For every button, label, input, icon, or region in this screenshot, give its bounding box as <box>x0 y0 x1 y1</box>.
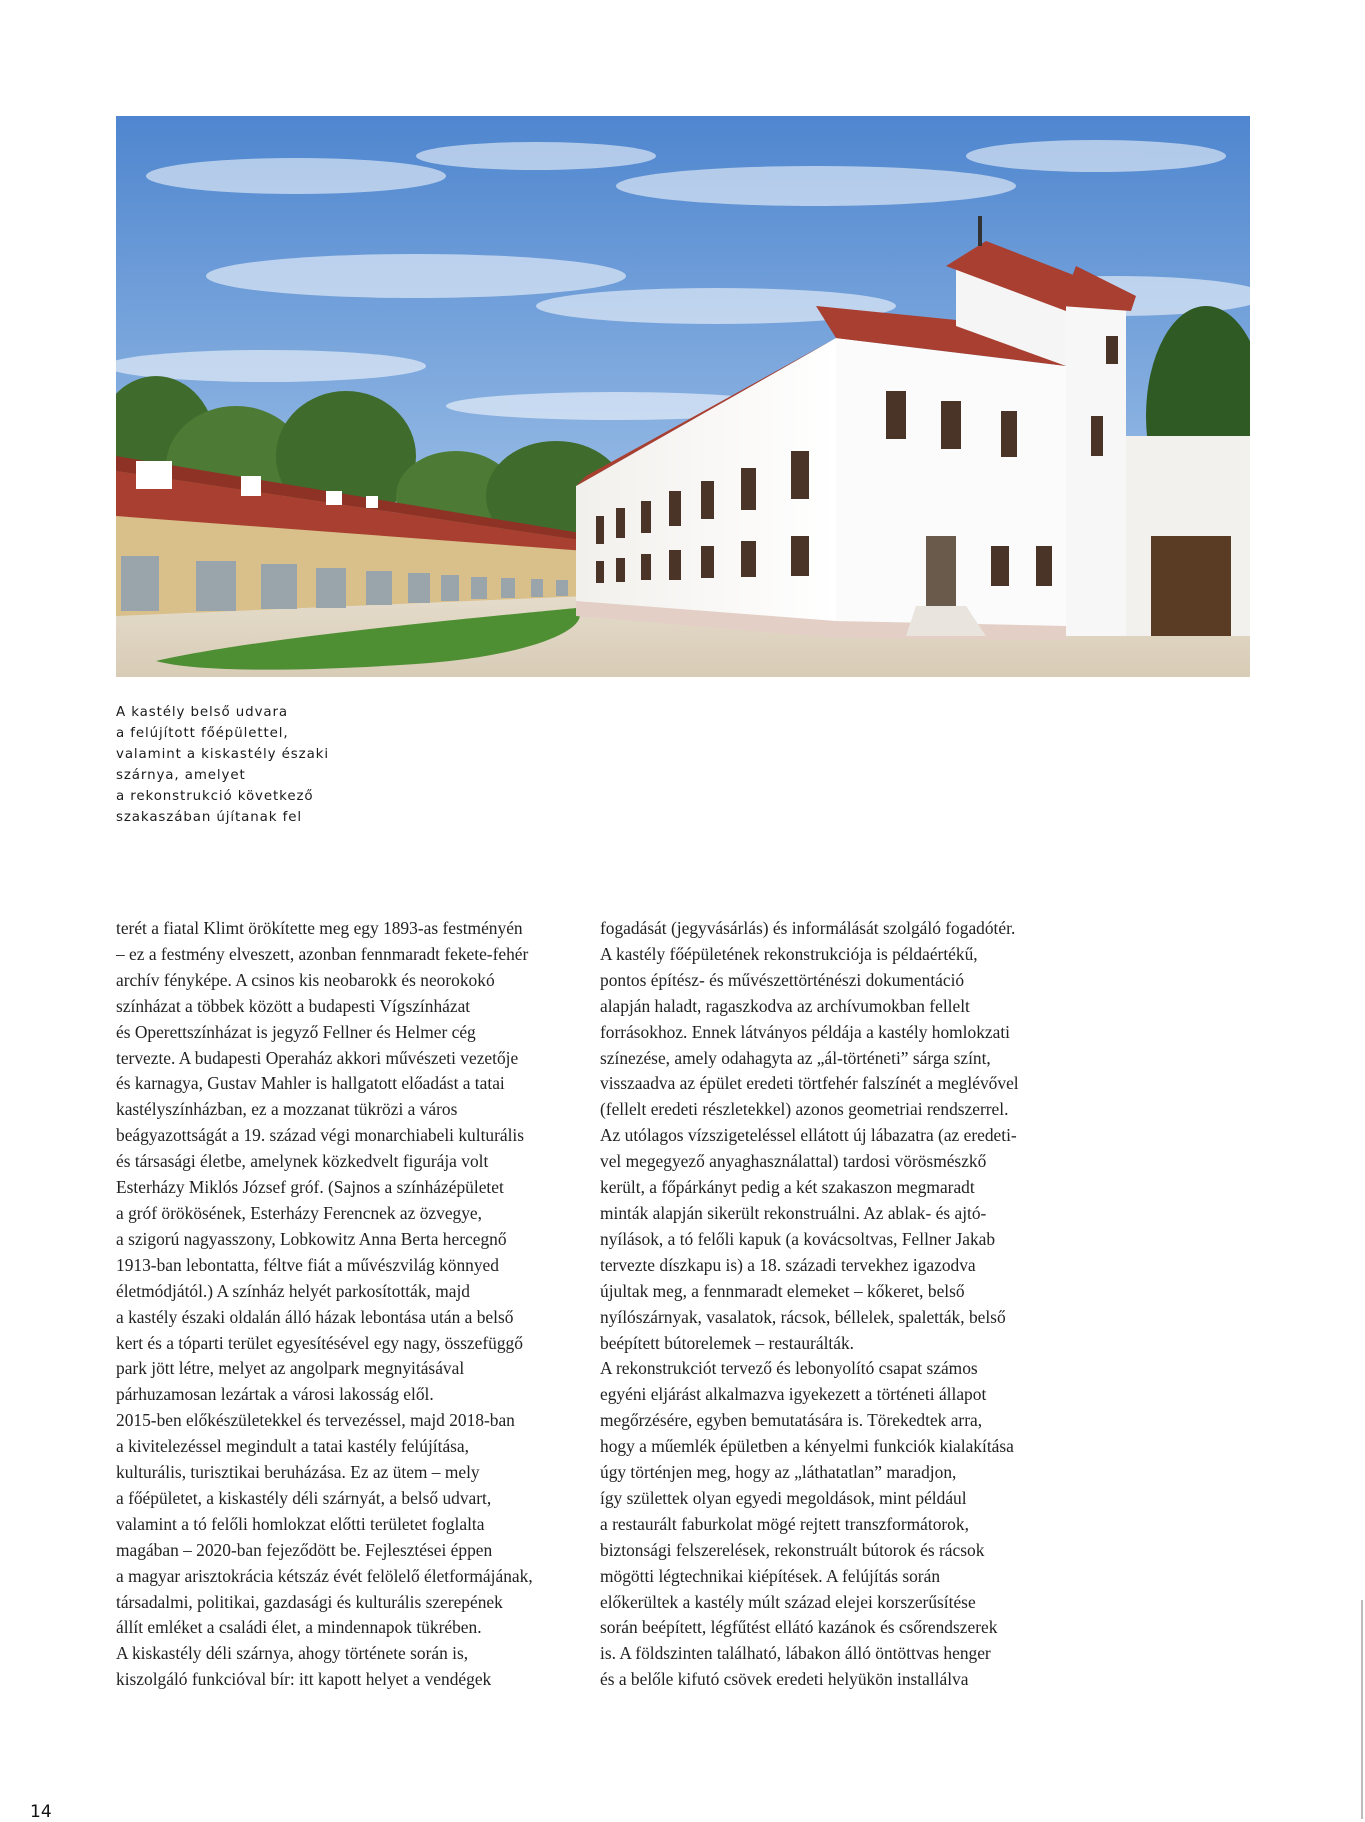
text-line: park jött létre, melyet az angolpark megnyitásával <box>116 1358 465 1379</box>
page-number: 14 <box>30 1802 52 1822</box>
text-line: biztonsági felszerelések, rekonstruált bútorok és rácsok <box>600 1539 985 1560</box>
text-line: valamint a tó felőli homlokzat előtti területet foglalta <box>116 1513 485 1534</box>
caption-line: A kastély belső udvara <box>116 705 289 720</box>
text-line: kert és a tóparti terület egyesítésével egy nagy, összefüggő <box>116 1332 523 1353</box>
text-line: A rekonstrukciót tervező és lebonyolító csapat számos <box>600 1358 978 1379</box>
text-line: színházat a többek között a budapesti Vígszínházat <box>116 995 471 1016</box>
text-line: fogadását (jegyvásárlás) és informálását szolgáló fogadótér. <box>600 918 1016 938</box>
text-line: életmódjától.) A színház helyét parkosították, majd <box>116 1280 471 1301</box>
text-line: (fellelt eredeti részletekkel) azonos geometriai rendszerrel. <box>600 1099 1009 1120</box>
caption-line: valamint a kiskastély északi <box>116 747 329 762</box>
text-line: a magyar arisztokrácia kétszáz évét felölelő életformájának, <box>116 1565 533 1586</box>
text-line: párhuzamosan lezártak a városi lakosság elől. <box>116 1384 434 1405</box>
text-line: színezése, amely odahagyta az „ál-történeti” sárga színt, <box>600 1047 991 1068</box>
text-line: a gróf örökösének, Esterházy Ferencnek az özvegye, <box>116 1202 483 1223</box>
text-line: és Operettszínházat is jegyző Fellner és Helmer cég <box>116 1021 476 1042</box>
text-line: kiszolgáló funkcióval bír: itt kapott helyet a vendégek <box>116 1669 492 1690</box>
text-line: megőrzésére, egyben bemutatására is. Törekedtek arra, <box>600 1410 983 1431</box>
article-right-column <box>600 916 1070 1693</box>
text-line: és karnagya, Gustav Mahler is hallgatott előadást a tatai <box>116 1073 505 1094</box>
text-line: és a belőle kifutó csövek eredeti helyükön installálva <box>600 1669 969 1690</box>
text-line: a kastély északi oldalán álló házak lebontása után a belső <box>116 1306 514 1327</box>
text-line: nyílószárnyak, vasalatok, rácsok, béllelek, spaletták, belső <box>600 1306 1006 1327</box>
text-line: terét a fiatal Klimt örökítette meg egy 1893-as festményén <box>116 918 523 938</box>
text-line: úgy történjen meg, hogy az „láthatatlan” maradjon, <box>600 1462 957 1483</box>
text-line: a főépületet, a kiskastély déli szárnyát, a belső udvart, <box>116 1487 492 1508</box>
caption-line: szárnya, amelyet <box>116 768 246 783</box>
text-line: nyílások, a tó felőli kapuk (a kovácsoltvas, Fellner Jakab <box>600 1228 996 1249</box>
caption-line: szakaszában újítanak fel <box>116 810 302 825</box>
caption-line: a rekonstrukció következő <box>116 789 314 804</box>
article-left-column <box>116 916 586 1693</box>
text-line: kastélyszínházban, ez a mozzanat tükrözi a város <box>116 1099 458 1120</box>
text-line: Esterházy Miklós József gróf. (Sajnos a színházépületet <box>116 1177 504 1198</box>
page-edge-divider <box>1361 1600 1363 1819</box>
castle-courtyard-photo <box>116 116 1250 677</box>
text-line: kulturális, turisztikai beruházása. Ez az ütem – mely <box>116 1462 480 1483</box>
text-line: mögötti légtechnikai kiépítések. A felújítás során <box>600 1565 941 1586</box>
text-line: magában – 2020-ban fejeződött be. Fejlesztései éppen <box>116 1539 493 1560</box>
text-line: beépített bútorelemek – restaurálták. <box>600 1332 854 1353</box>
text-line: vel megegyező anyaghasználattal) tardosi vörösmészkő <box>600 1151 987 1172</box>
text-line: és társasági életbe, amelynek közkedvelt figurája volt <box>116 1151 489 1172</box>
text-line: a szigorú nagyasszony, Lobkowitz Anna Berta hercegnő <box>116 1228 507 1249</box>
text-line: 2015-ben előkészületekkel és tervezéssel, majd 2018-ban <box>116 1410 515 1431</box>
text-line: – ez a festmény elveszett, azonban fennmaradt fekete-fehér <box>116 943 529 964</box>
text-line: tervezte díszkapu is) a 18. századi tervekhez igazodva <box>600 1254 976 1275</box>
text-line: újultak meg, a fennmaradt elemeket – kőkeret, belső <box>600 1280 965 1301</box>
text-line: beágyazottságát a 19. század végi monarchiabeli kulturális <box>116 1125 525 1146</box>
text-line: A kastély főépületének rekonstrukciója is példaértékű, <box>600 943 978 964</box>
text-line: alapján haladt, ragaszkodva az archívumokban fellelt <box>600 995 970 1016</box>
text-line: egyéni eljárást alkalmazva igyekezett a történeti állapot <box>600 1384 987 1405</box>
text-line: minták alapján sikerült rekonstruálni. Az ablak- és ajtó- <box>600 1202 987 1223</box>
text-line: állít emléket a családi élet, a mindennapok tükrében. <box>116 1617 482 1638</box>
text-line: is. A földszinten található, lábakon álló öntöttvas henger <box>600 1643 991 1664</box>
photo-caption <box>116 702 356 828</box>
text-line: visszaadva az épület eredeti törtfehér falszínét a meglévővel <box>600 1073 1019 1094</box>
text-line: a restaurált faburkolat mögé rejtett transzformátorok, <box>600 1513 969 1534</box>
text-line: így születtek olyan egyedi megoldások, mint például <box>600 1487 967 1508</box>
text-line: társadalmi, politikai, gazdasági és kulturális szerepének <box>116 1591 503 1612</box>
caption-line: a felújított főépülettel, <box>116 726 289 741</box>
text-line: 1913-ban lebontatta, féltve fiát a művészvilág könnyed <box>116 1254 499 1275</box>
text-line: került, a főpárkányt pedig a két szakaszon megmaradt <box>600 1177 975 1198</box>
text-line: hogy a műemlék épületben a kényelmi funkciók kialakítása <box>600 1436 1014 1457</box>
text-line: a kivitelezéssel megindult a tatai kastély felújítása, <box>116 1436 470 1457</box>
text-line: tervezte. A budapesti Operaház akkori művészeti vezetője <box>116 1047 519 1068</box>
text-line: Az utólagos vízszigeteléssel ellátott új lábazatra (az eredeti- <box>600 1125 1017 1146</box>
text-line: során beépített, légfűtést ellátó kazánok és csőrendszerek <box>600 1617 998 1638</box>
text-line: archív fényképe. A csinos kis neobarokk és neorokokó <box>116 969 495 990</box>
text-line: A kiskastély déli szárnya, ahogy története során is, <box>116 1643 469 1664</box>
text-line: pontos építész- és művészettörténészi dokumentáció <box>600 969 965 990</box>
text-line: előkerültek a kastély múlt század elejei korszerűsítése <box>600 1591 976 1612</box>
text-line: forrásokhoz. Ennek látványos példája a kastély homlokzati <box>600 1021 1010 1042</box>
